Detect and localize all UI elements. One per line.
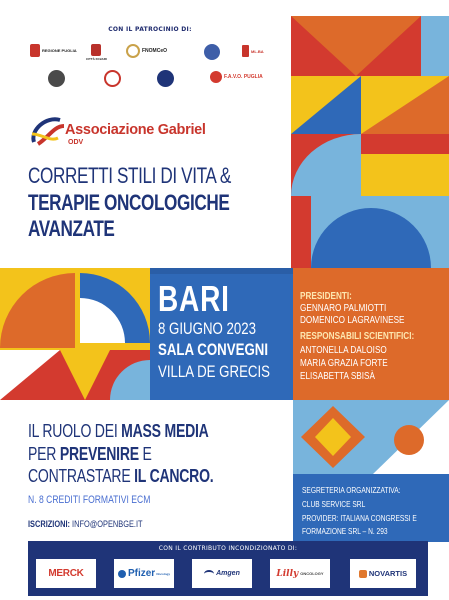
event-date: 8 GIUGNO 2023: [158, 319, 257, 338]
patronage-label: CON IL PATROCINIO DI:: [108, 26, 192, 33]
shield-icon: [30, 44, 40, 57]
ecm-credits: N. 8 CREDITI FORMATIVI ECM: [28, 494, 151, 506]
sponsor-name: Lilly: [276, 568, 299, 579]
secretariat-line: PROVIDER: ITALIANA CONGRESSI E: [302, 513, 417, 523]
emblem-icon: [157, 70, 174, 87]
title-line-2: TERAPIE ONCOLOGICHE: [28, 190, 230, 215]
secretariat-line: FORMAZIONE SRL – N. 293: [302, 526, 388, 536]
secretariat-line: SEGRETERIA ORGANIZZATIVA:: [302, 485, 401, 495]
logo-label: REGIONE PUGLIA: [42, 48, 77, 53]
title-line-3: AVANZATE: [28, 216, 115, 241]
presidents-heading: PRESIDENTI:: [300, 290, 352, 302]
ribbon-icon: [210, 71, 222, 83]
text-span: E: [138, 444, 152, 464]
logo-round-red: [104, 70, 121, 87]
sponsor-merck: [36, 559, 96, 588]
association-suffix: ODV: [68, 139, 84, 146]
seal-icon: [204, 44, 220, 60]
scientific-name: ANTONELLA DALOISO: [300, 344, 387, 356]
text-emphasis: PREVENIRE: [59, 444, 139, 464]
scientific-name: ELISABETTA SBISÀ: [300, 370, 375, 382]
mass-media-line-2: [28, 444, 152, 465]
event-city: BARI: [158, 278, 230, 319]
pill-icon: [118, 570, 126, 578]
logo-label: CITTÀ DI BARI: [86, 57, 107, 61]
registration: [28, 519, 143, 530]
president-name: GENNARO PALMIOTTI: [300, 302, 387, 314]
sponsor-name: MERCK: [48, 568, 84, 579]
event-venue: VILLA DE GRECIS: [158, 362, 271, 381]
logo-label: F.A.V.O. PUGLIA: [224, 74, 263, 80]
logo-citta-bari: [86, 44, 107, 61]
novartis-mark-icon: [359, 570, 367, 578]
seal-icon: [126, 44, 140, 58]
secretariat-line: CLUB SERVICE SRL: [302, 499, 366, 509]
text-span: CONTRASTARE: [28, 466, 135, 486]
text-emphasis: IL CANCRO.: [134, 466, 214, 486]
scientific-name: MARIA GRAZIA FORTE: [300, 357, 388, 369]
logo-label: ML.BA: [251, 48, 264, 54]
logo-round-navy: [157, 70, 174, 87]
logo-mlba: [242, 45, 264, 57]
crest-icon: [91, 44, 101, 56]
mass-media-line-1: [28, 421, 209, 442]
logo-fnomceo: [126, 44, 167, 58]
scientific-heading: RESPONSABILI SCIENTIFICI:: [300, 330, 415, 342]
registration-label: ISCRIZIONI:: [28, 519, 70, 530]
text-span: PER: [28, 444, 60, 464]
logo-seal-blue: [204, 44, 220, 60]
sponsor-name: NOVARTIS: [368, 569, 408, 578]
sponsor-pfizer: [114, 559, 174, 588]
logo-favo: [210, 71, 263, 83]
president-name: DOMENICO LAGRAVINESE: [300, 314, 405, 326]
emblem-icon: [48, 70, 65, 87]
emblem-icon: [104, 70, 121, 87]
registration-email[interactable]: INFO@OPENBGE.IT: [72, 519, 143, 530]
ribbon-swirl-icon: [28, 112, 68, 148]
text-span: IL RUOLO DEI: [28, 421, 122, 441]
sponsor-subname: Oncology: [156, 571, 171, 576]
sponsor-label: CON IL CONTRIBUTO INCONDIZIONATO DI:: [158, 545, 298, 552]
logo-label: FNOMCeO: [142, 48, 167, 54]
geometric-art-top: [291, 16, 449, 268]
association-logo: [28, 112, 218, 150]
sponsor-amgen: [192, 559, 252, 588]
sponsor-novartis: [350, 559, 416, 588]
sponsor-name: Pfizer: [127, 568, 156, 579]
sponsor-subname: ONCOLOGY: [300, 571, 324, 576]
text-emphasis: MASS MEDIA: [121, 421, 209, 441]
sponsor-name: Amgen: [216, 570, 240, 577]
title-line-1: CORRETTI STILI DI VITA &: [28, 163, 231, 188]
event-hall: SALA CONVEGNI: [158, 340, 269, 359]
swoosh-icon: [204, 570, 214, 578]
logo-regione-puglia: [30, 44, 77, 57]
logo-round-grey: [48, 70, 65, 87]
association-name: Associazione Gabriel: [65, 122, 206, 138]
mass-media-line-3: [28, 466, 213, 487]
flag-icon: [242, 45, 249, 57]
sponsor-lilly: [270, 559, 330, 588]
sponsor-footer: [28, 541, 428, 596]
